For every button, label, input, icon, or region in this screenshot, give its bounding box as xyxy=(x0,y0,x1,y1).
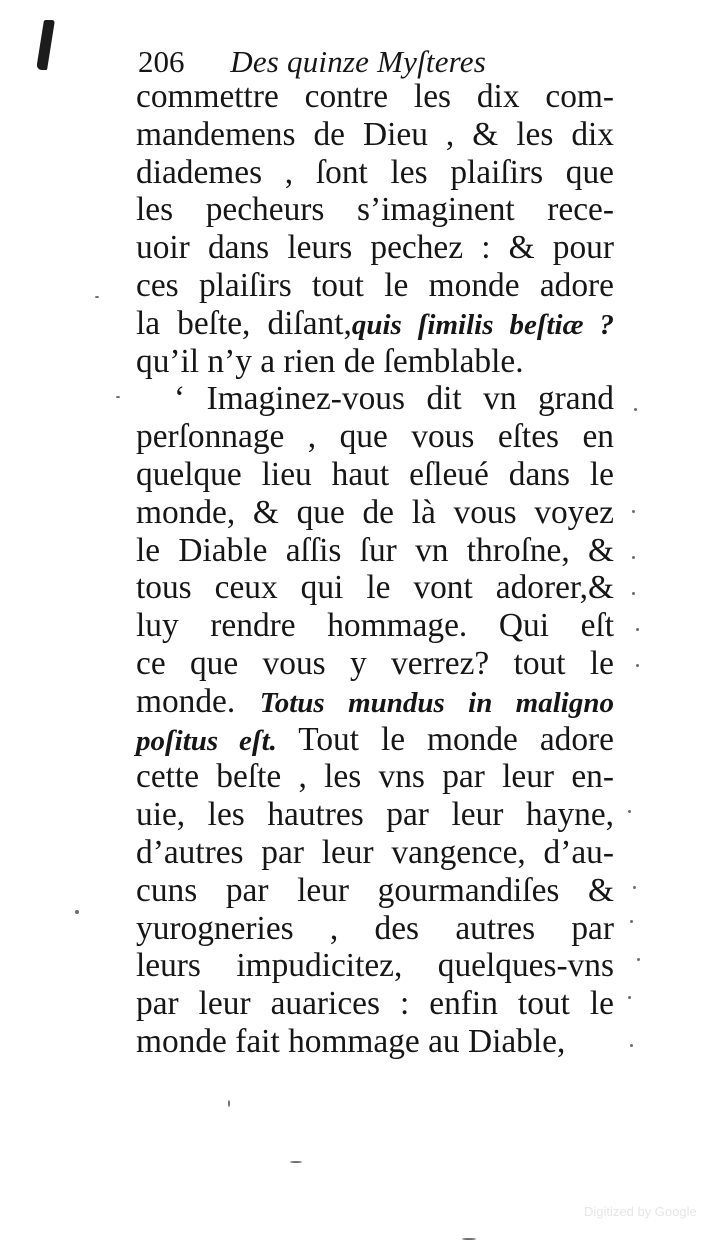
margin-ink-mark xyxy=(36,20,55,70)
scan-speck xyxy=(630,1044,633,1047)
text-segment: Imaginez-vous dit vn grand xyxy=(206,380,614,418)
text-line: ce que vous y verrez? tout le xyxy=(136,644,614,682)
scan-speck xyxy=(632,556,635,559)
text-line: mandemens de Dieu , & les dix xyxy=(136,115,614,153)
text-line: par leur auarices : enfin tout le xyxy=(136,985,614,1023)
scan-speck xyxy=(628,810,631,813)
scan-speck xyxy=(628,996,631,999)
scan-speck xyxy=(633,886,636,889)
text-line: uie, les hautres par leur hayne, xyxy=(136,796,614,834)
text-line: diademes , ſont les plaiſirs que xyxy=(136,153,614,191)
scan-speck xyxy=(636,664,639,667)
text-line: qu’il n’y a rien de ſemblable. xyxy=(136,342,524,380)
running-title: Des quinze Myſteres xyxy=(230,44,487,79)
text-line: monde, & que de là vous voyez xyxy=(136,493,614,531)
latin-quotation: poſitus eſt. xyxy=(136,724,277,757)
watermark: Digitized by Google xyxy=(584,1204,697,1219)
scan-speck xyxy=(95,296,99,298)
text-line: tous ceux qui le vont adorer,& xyxy=(136,569,614,607)
text-line: les pecheurs s’imaginent rece- xyxy=(136,191,614,229)
scan-speck xyxy=(290,1161,302,1163)
paragraph-mark: ‘ xyxy=(174,380,186,418)
text-segment: la beſte, diſant, xyxy=(136,304,352,342)
text-line: yurogneries , des autres par xyxy=(136,909,614,947)
body-text xyxy=(136,78,614,1061)
text-line: cuns par leur gourmandiſes & xyxy=(136,871,614,909)
page-number: 206 xyxy=(138,44,185,79)
scan-speck xyxy=(632,592,635,595)
scan-speck xyxy=(630,920,633,923)
scan-speck xyxy=(228,1100,230,1107)
scan-speck xyxy=(116,396,120,398)
text-segment: Tout le monde adore xyxy=(298,720,614,758)
latin-quotation: quis ſimilis beſtiæ ? xyxy=(351,308,614,341)
paragraph-start-line xyxy=(136,380,614,418)
text-line: uoir dans leurs pechez : & pour xyxy=(136,229,614,267)
latin-quotation: Totus mundus in maligno xyxy=(259,686,614,719)
scan-speck xyxy=(632,510,635,513)
text-line: perſonnage , que vous eſtes en xyxy=(136,418,614,456)
text-line: leurs impudicitez, quelques-vns xyxy=(136,947,614,985)
text-line: cette beſte , les vns par leur en- xyxy=(136,758,614,796)
text-line: quelque lieu haut eſleué dans le xyxy=(136,455,614,493)
text-line-with-latin xyxy=(136,683,614,721)
scan-speck xyxy=(75,910,79,914)
scan-speck xyxy=(636,628,639,631)
scan-speck xyxy=(637,958,640,961)
text-line: d’autres par leur vangence, d’au- xyxy=(136,833,614,871)
text-line: monde fait hommage au Diable, xyxy=(136,1022,566,1060)
text-line: ces plaiſirs tout le monde adore xyxy=(136,266,614,304)
text-line-with-latin xyxy=(136,305,614,343)
scan-speck xyxy=(634,408,637,411)
text-line-with-latin xyxy=(136,721,614,759)
text-line: luy rendre hommage. Qui eſt xyxy=(136,607,614,645)
text-line: le Diable aſſis ſur vn throſne, & xyxy=(136,531,614,569)
scan-speck xyxy=(462,1238,476,1240)
text-segment: monde. xyxy=(136,682,236,720)
text-line: commettre contre les dix com- xyxy=(136,78,614,115)
